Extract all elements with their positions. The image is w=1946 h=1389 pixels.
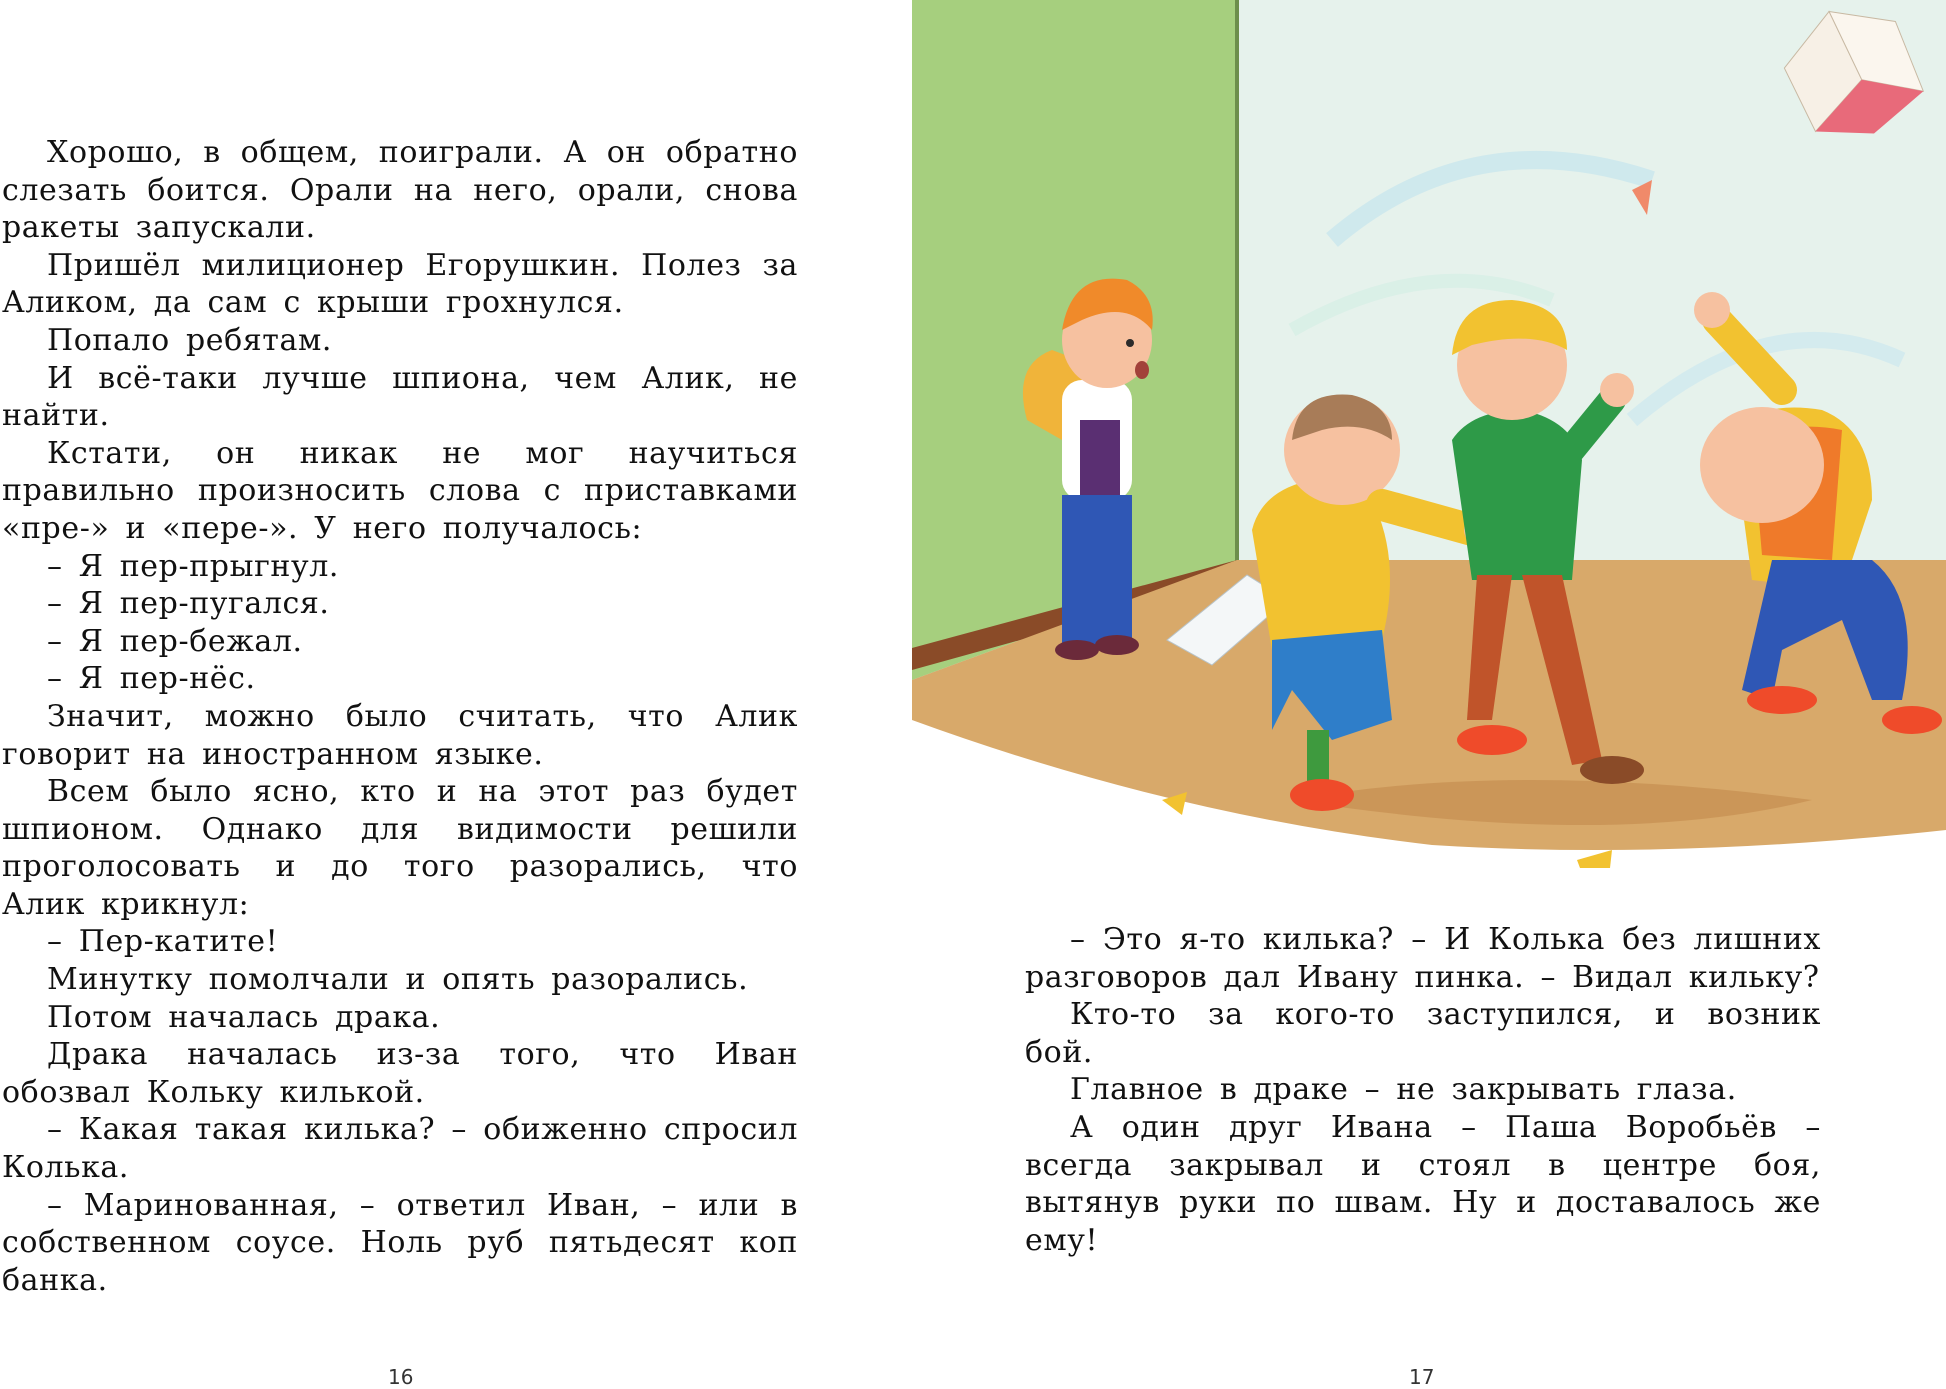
paragraph: Потом началась драка. xyxy=(47,999,441,1035)
paragraph: Попало ребятам. xyxy=(47,322,333,358)
dialogue-line: – Я пер-нёс. xyxy=(47,661,256,697)
paragraph: Минутку помолчали и опять разорались. xyxy=(47,962,749,998)
dialogue-line: – Пер-катите! xyxy=(47,924,279,960)
dialogue-line: – Я пер-прыгнул. xyxy=(47,548,340,584)
paragraph: Драка началась из-за того, что Иван обозвал Кольку килькой. xyxy=(2,1037,798,1110)
illustration-fight-scene xyxy=(912,0,1946,870)
left-page-text xyxy=(2,134,798,1299)
right-page-text xyxy=(1025,921,1821,1259)
dialogue-line: – Маринованная, – ответил Иван, – или в собственном соусе. Ноль руб пятьдесят коп банка. xyxy=(2,1187,798,1298)
paragraph: А один друг Ивана – Паша Воробьёв – всегда закрывал и стоял в центре боя, вытянув руки по швам. Ну и доставалось же ему! xyxy=(1025,1109,1821,1258)
paragraph: Всем было ясно, кто и на этот раз будет шпионом. Однако для видимости решили проголосовать и до того разорались, что Алик крикнул: xyxy=(2,774,798,922)
paragraph: Кто-то за кого-то заступился, и возник бой. xyxy=(1025,997,1821,1070)
dialogue-line: – Я пер-бежал. xyxy=(47,623,303,659)
dialogue-line: – Я пер-пугался. xyxy=(47,586,330,622)
page-number-right: 17 xyxy=(1409,1365,1435,1389)
paragraph: Пришёл милиционер Егорушкин. Полез за Аликом, да сам с крыши грохнулся. xyxy=(2,247,798,321)
page-number-left: 16 xyxy=(388,1365,414,1389)
paper-scrap xyxy=(1577,850,1612,868)
paragraph: Главное в драке – не закрывать глаза. xyxy=(1070,1072,1737,1108)
dialogue-line: – Это я-то килька? – И Колька без лишних разговоров дал Ивану пинка. – Видал кильку? xyxy=(1025,922,1821,995)
paragraph: Хорошо, в общем, поиграли. А он обратно слезать боится. Орали на него, орали, снова ракеты запускали. xyxy=(2,135,798,246)
paragraph: И всё-таки лучше шпиона, чем Алик, не найти. xyxy=(2,360,798,434)
dialogue-line: – Какая такая килька? – обиженно спросил Колька. xyxy=(2,1112,798,1186)
paragraph: Кстати, он никак не мог научиться правильно произносить слова с приставками «пре-» и «пере-». У него получалось: xyxy=(2,435,798,546)
paragraph: Значит, можно было считать, что Алик говорит на иностранном языке. xyxy=(2,698,798,772)
